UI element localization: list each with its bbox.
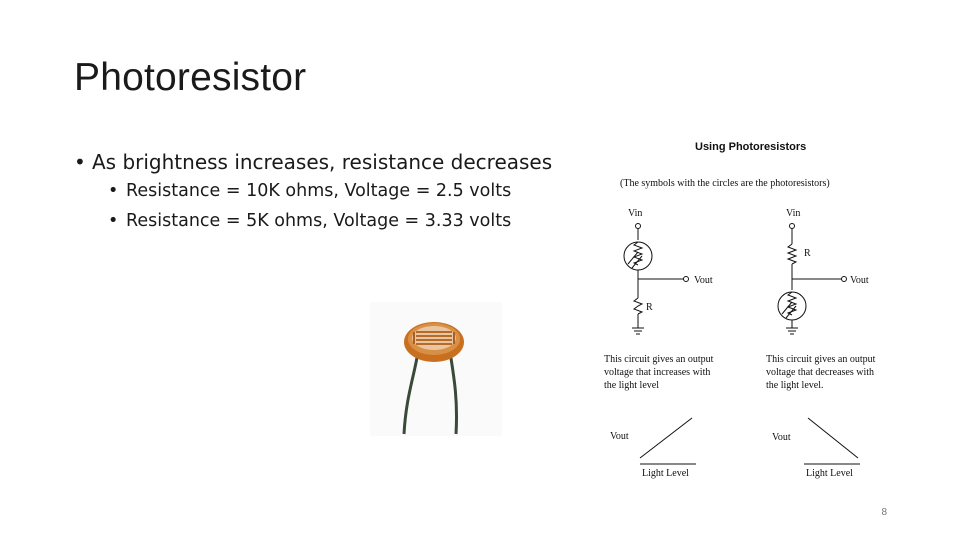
left-graph-y-label: Vout [610, 431, 629, 442]
right-graph-x-label: Light Level [806, 468, 853, 479]
bullet-dot-icon: • [108, 181, 119, 201]
right-caption-line: the light level. [766, 380, 824, 391]
right-caption-line: This circuit gives an output [766, 354, 876, 365]
bullet-item [74, 148, 552, 176]
right-caption-line: voltage that decreases with [766, 367, 875, 378]
sub-bullet-text: Resistance = 10K ohms, Voltage = 2.5 volts [126, 181, 512, 201]
diagram-subtitle: (The symbols with the circles are the photoresistors) [620, 178, 830, 189]
bullet-dot-icon: • [108, 211, 119, 231]
sub-bullet-item [74, 206, 552, 236]
left-caption-line: This circuit gives an output [604, 354, 714, 365]
left-vin-label: Vin [628, 208, 643, 219]
left-r-label: R [646, 302, 653, 313]
left-graph [640, 418, 696, 464]
bullet-list [74, 148, 552, 236]
diagram-title: Using Photoresistors [695, 141, 807, 153]
left-caption-line: voltage that increases with [604, 367, 711, 378]
right-r-label: R [804, 248, 811, 259]
right-graph-y-label: Vout [772, 432, 791, 443]
photoresistor-circuit-diagram [592, 136, 898, 486]
left-caption-line: the light level [604, 380, 659, 391]
photoresistor-photo [370, 302, 502, 436]
page-number: 8 [881, 507, 887, 518]
left-graph-x-label: Light Level [642, 468, 689, 479]
bullet-dot-icon: • [74, 150, 86, 174]
left-circuit [624, 224, 689, 335]
right-graph [804, 418, 860, 464]
right-vin-label: Vin [786, 208, 801, 219]
sub-bullet-item [74, 176, 552, 206]
right-vout-label: Vout [850, 275, 869, 286]
slide-title: Photoresistor [74, 56, 307, 99]
bullet-text: As brightness increases, resistance decreases [92, 150, 553, 174]
left-vout-label: Vout [694, 275, 713, 286]
right-circuit [778, 224, 847, 335]
sub-bullet-text: Resistance = 5K ohms, Voltage = 3.33 volts [126, 211, 512, 231]
